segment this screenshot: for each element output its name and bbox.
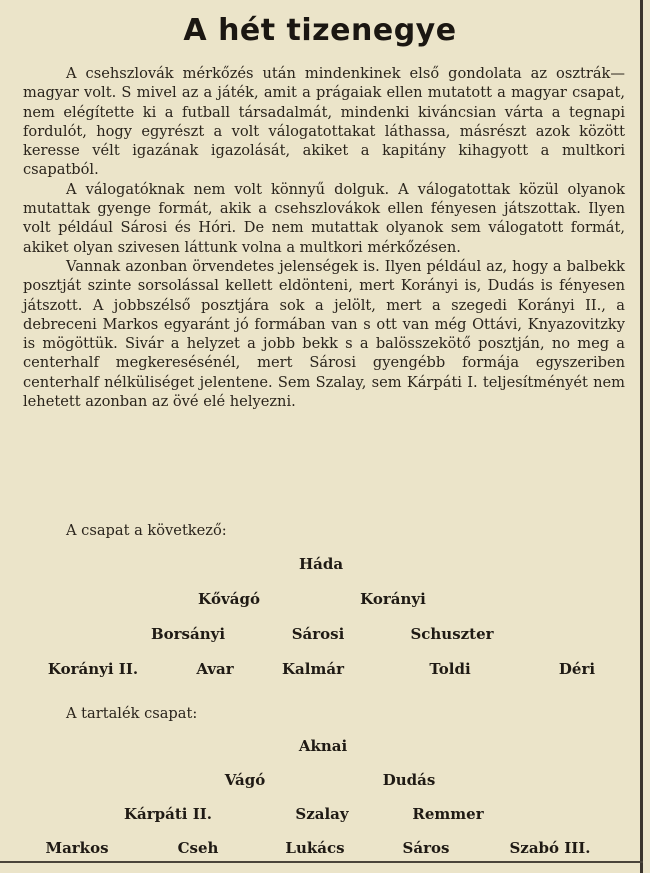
reserve-forward-5: Szabó III. [509, 839, 591, 857]
article-title: A hét tizenegye [183, 13, 457, 48]
reserve-forward-2: Cseh [177, 839, 219, 857]
reserve-forward-1: Markos [45, 839, 109, 857]
reserve-forward-4: Sáros [402, 839, 450, 857]
reserve-back-left: Dudás [382, 771, 436, 789]
team-forward-5: Déri [558, 660, 596, 678]
reserve-half-left: Remmer [412, 805, 484, 823]
team-half-right: Borsányi [150, 625, 226, 643]
team-half-center: Sárosi [291, 625, 345, 643]
article-body [23, 64, 625, 411]
team-forward-3: Kalmár [282, 660, 344, 678]
reserve-forward-3: Lukács [285, 839, 345, 857]
team-back-right: Kővágó [198, 590, 260, 608]
reserve-half-right: Kárpáti II. [124, 805, 212, 823]
team-forward-1: Korányi II. [47, 660, 139, 678]
reserve-back-right: Vágó [224, 771, 266, 789]
team-half-left: Schuszter [410, 625, 494, 643]
team-forward-2: Avar [196, 660, 234, 678]
paragraph-1: A csehszlovák mérkőzés után mindenkinek első gondolata az osztrák—magyar volt. S mivel az a játék, amit a prágaiak ellen mutatott a magyar csapat, nem elégítette ki a futball társadalmát, mindenki kiváncsian várta a tegnapi fordulót, hogy egyrészt a volt válogatottakat láthassa, másrészt azok között keresse vélt igazának igazolását, akiket a kapitány kihagyott a multkori csapatból. [23, 65, 625, 179]
paragraph-3: Vannak azonban örvendetes jelenségek is. Ilyen például az, hogy a balbekk posztját szinte sorsolással kellett eldönteni, mert Korányi is, Dudás is fényesen játszott. A jobbszélső posztjára sok a jelölt, mert a szegedi Korányi II., a debreceni Markos egyaránt jó formában van s ott van még Ottávi, Knyazovitzky is mögöttük. Sivár a helyzet a jobb bekk s a balösszekötő posztján, no meg a centerhalf megkeresésénél, mert Sárosi gyengébb formája egyszeriben centerhalf nélküliséget jelentene. Sem Szalay, sem Kárpáti I. teljesítményét nem lehetett azonban az övé elé helyezni. [23, 257, 625, 411]
reserve-intro: A tartalék csapat: [66, 705, 198, 722]
team-intro: A csapat a következő: [66, 522, 227, 539]
column-rule-bottom [0, 861, 643, 863]
reserve-goalkeeper: Aknai [298, 737, 348, 755]
team-forward-4: Toldi [429, 660, 471, 678]
column-rule-right [640, 0, 643, 873]
reserve-half-center: Szalay [295, 805, 349, 823]
paragraph-2: A válogatóknak nem volt könnyű dolguk. A válogatottak közül olyanok mutattak gyenge formát, akik a csehszlovákok ellen fényesen játszottak. Ilyen volt például Sárosi és Hóri. De nem mutattak olyanok sem válogatott formát, akiket olyan szivesen láttunk volna a multkori mérkőzésen. [23, 180, 625, 256]
team-goalkeeper: Háda [298, 555, 344, 573]
team-back-left: Korányi [360, 590, 426, 608]
